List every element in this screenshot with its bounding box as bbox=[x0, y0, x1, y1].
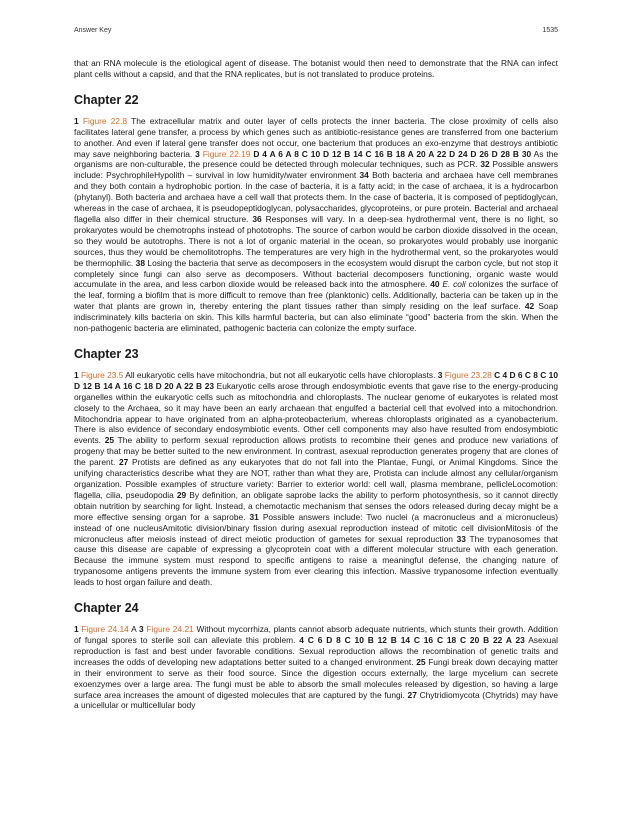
chapter-22-answers bbox=[74, 116, 558, 334]
figure-link[interactable]: Figure 23.28 bbox=[444, 369, 492, 380]
answer-text: The extracellular matrix and outer layer of cells protects the inner bacteria. The close proximity of cells also facilitates lateral gene transfer, a process by which genes such as antibiotic-resistance genes are transferred from one bacterium to another. And even if lateral gene transfer does not occur, one bacterium that produces an exo-enzyme that destroys antibiotic may save neighboring bacteria. bbox=[74, 115, 558, 159]
answer-text: Possible answers include: Two nuclei (a macronucleus and a micronucleus) instead of one nucleusAmitotic division/binary fission during asexual reproduction instead of mitotic cell divisionMitosis of the micronucleus after meiosis instead of direct meiotic production of gametes for sexual reproduction bbox=[74, 511, 559, 544]
chapter-24-answers bbox=[74, 624, 558, 711]
chapter-23-heading: Chapter 23 bbox=[74, 346, 139, 361]
answer-text: As the organisms are non-culturable, the presence could be detected through molecular techniques, such as PCR. bbox=[74, 148, 559, 170]
answer-number: 1 bbox=[74, 624, 82, 635]
answer-number: 31 bbox=[249, 511, 259, 522]
answer-number: 1 bbox=[74, 115, 83, 126]
answer-number: 3 bbox=[437, 369, 445, 380]
running-header-left: Answer Key bbox=[74, 27, 112, 34]
chapter-22-heading: Chapter 22 bbox=[74, 92, 139, 107]
answer-text: Chytridiomycota (Chytrids) may have a unicellular or multicellular body bbox=[74, 689, 558, 711]
answer-text: Asexual reproduction is fast and best under favorable conditions. Sexual reproduction allows the recombination of genetic traits and increases the odds of developing new adaptations better suited to a changed environment. bbox=[74, 634, 558, 667]
answer-number: 32 bbox=[480, 159, 490, 170]
answer-text: Without mycorrhiza, plants cannot absorb adequate nutrients, which stunts their growth. Addition of fungal spores to sterile soil can alleviate this problem. bbox=[74, 624, 558, 645]
answer-number: 1 bbox=[74, 369, 81, 380]
answer-text: The ability to perform sexual reproduction allows protists to recombine their genes and produce new variations of progeny that may be better suited to the new environment. In contrast, asexual reproduction generates progeny that are clones of the parent. bbox=[74, 435, 558, 468]
answer-number: 4 C 6 D 8 C 10 B 12 B 14 C 16 C 18 C 20 B 22 A 23 bbox=[299, 634, 525, 645]
answer-number: C 4 D 6 C 8 C 10 D 12 B 14 A 16 C 18 D 20 A 22 B 23 bbox=[74, 369, 558, 391]
answer-text: A bbox=[128, 624, 139, 635]
answer-text: Protists are defined as any eukaryotes that do not fall into the Plantae, Fungi, or Animal Kingdoms. Since the unifying characteristics describe what they are NOT, rather than what they are, Protista can include almost any cellular/organism organization. Possible examples of structure variety: Barrier to exterior world: cell wall, plasma membrane, pellicleLocomotion: flagella, cilia, pseudopodia bbox=[74, 457, 558, 500]
answer-text: All eukaryotic cells have mitochondria, but not all eukaryotic cells have chloroplasts. bbox=[123, 369, 438, 380]
answer-number: 42 bbox=[524, 301, 535, 312]
figure-link[interactable]: Figure 22.19 bbox=[202, 148, 251, 159]
answer-number: 25 bbox=[416, 656, 426, 667]
answer-text: By definition, an obligate saprobe lacks the ability to perform photosynthesis, so it cannot directly obtain nutrition by searching for light. Instead, a chemotactic mechanism that senses the odors released during decay might be a more effective sensing organ for a saprobe. bbox=[74, 489, 558, 522]
answer-text: Eukaryotic cells arose through endosymbiotic events that gave rise to the energy-producing organelles within the eukaryotic cells such as mitochondria and chloroplasts. The nuclear genome of eukaryotes is related most closely to the Archaea, so it may have been an early archaean that engulfed a bacterial cell that evolved into a mitochondrion. Mitochondria appear to have originated from an alpha-proteobacterium, whereas chloroplasts originated as a cyanobacterium. There is also evidence of secondary endosymbiotic events. Other cell components may also have resulted from endosymbiotic events. bbox=[74, 380, 558, 446]
answer-key-content bbox=[74, 58, 558, 711]
answer-number: 27 bbox=[119, 457, 129, 468]
answer-text: Losing the bacteria that serve as decomposers in the ecosystem would disrupt the carbon cycle, but not stop it completely since fungi can also serve as decomposers. Without bacterial decomposers functioning, organic waste would accumulate in the area, and less carbon dioxide would be released back into the atmosphere. bbox=[74, 257, 558, 290]
answer-text: E. coli bbox=[442, 279, 466, 290]
page-number: 1535 bbox=[542, 27, 558, 34]
answer-number: 40 bbox=[430, 279, 443, 290]
figure-link[interactable]: Figure 24.14 bbox=[81, 624, 129, 635]
answer-number: 36 bbox=[252, 213, 262, 224]
chapter-23-answers bbox=[74, 370, 558, 588]
answer-text: Possible answers include: PsychrophileHypolith – survival in low humidity/water environment bbox=[74, 159, 559, 181]
chapter-24-heading: Chapter 24 bbox=[74, 601, 139, 616]
answer-number: 34 bbox=[359, 170, 369, 181]
answer-text: Fungi break down decaying matter in their environment to serve as their food source. Since the digestion occurs externally, the large mycelium can secrete exoenzymes over a large area. The fungi must be able to absorb the small molecules released by digestion, so having a large surface area increases the amount of digested molecules that are captured by the fungi. bbox=[74, 656, 558, 700]
figure-link[interactable]: Figure 24.21 bbox=[146, 624, 194, 635]
figure-link[interactable]: Figure 22.8 bbox=[82, 115, 128, 126]
answer-text: colonizes the surface of the leaf, forming a biofilm that is more difficult to remove than free (planktonic) cells. Additionally, bacteria can be taken up in the water that plants are grown in, thereby entering the plant tissues rather than simply residing on the leaf surface. bbox=[74, 279, 558, 312]
figure-link[interactable]: Figure 23.5 bbox=[81, 369, 124, 380]
answer-number: 29 bbox=[176, 489, 187, 500]
intro-paragraph: that an RNA molecule is the etiological agent of disease. The botanist would then need to demonstrate that the RNA can infect plant cells without a capsid, and that the RNA replicates, but is not translated to produce proteins. bbox=[74, 58, 558, 79]
answer-number: 33 bbox=[456, 533, 466, 544]
answer-number: 38 bbox=[135, 257, 145, 268]
answer-number: 25 bbox=[104, 435, 115, 446]
answer-text: Responses will vary. In a deep-sea hydrothermal vent, there is no light, so prokaryotes would be chemotrophs instead of phototrophs. The source of carbon would be carbon dioxide dissolved in the ocean, so they would be autotrophs. There is not a lot of organic material in the ocean, so prokaryotes would probably use inorganic sources, thus they would be chemolitotrophs. The temperatures are very high in the hydrothermal vent, so the prokaryotes would be thermophilic. bbox=[74, 213, 558, 268]
answer-text: Both bacteria and archaea have cell membranes and they both contain a hydrophobic portion. In the case of bacteria, it is a fatty acid; in the case of archaea, it is a hydrocarbon (phytanyl). Both bacteria and archaea have a cell wall that protects them. In the case of bacteria, it is composed of peptidoglycan, whereas in the case of archaea, it is pseudopeptidoglycan, polysaccharides, glycoproteins, or pure protein. Bacterial and archaeal flagella also differ in their chemical structure. bbox=[74, 170, 558, 224]
answer-text: The trypanosomes that cause this disease are capable of expressing a glycoprotein coat with a different molecular structure with each generation. Because the immune system must respond to specific antigens to raise a meaningful defense, the changing nature of trypanosome antigens prevents the immune system from ever clearing this infection. Massive trypanosome infection eventually leads to host organ failure and death. bbox=[74, 533, 558, 588]
answer-number: D 4 A 6 A 8 C 10 D 12 B 14 C 16 B 18 A 20 A 22 D 24 D 26 D 28 B 30 bbox=[253, 148, 532, 159]
answer-number: 27 bbox=[407, 689, 417, 700]
answer-number: 3 bbox=[138, 624, 147, 635]
answer-text: Soap indiscriminately kills bacteria on skin. This kills harmful bacteria, but can also eliminate “good” bacteria from the skin. When the non-pathogenic bacteria are eliminated, pathogenic bacteria can colonize the empty surface. bbox=[74, 301, 558, 334]
answer-number: 3 bbox=[195, 148, 203, 159]
